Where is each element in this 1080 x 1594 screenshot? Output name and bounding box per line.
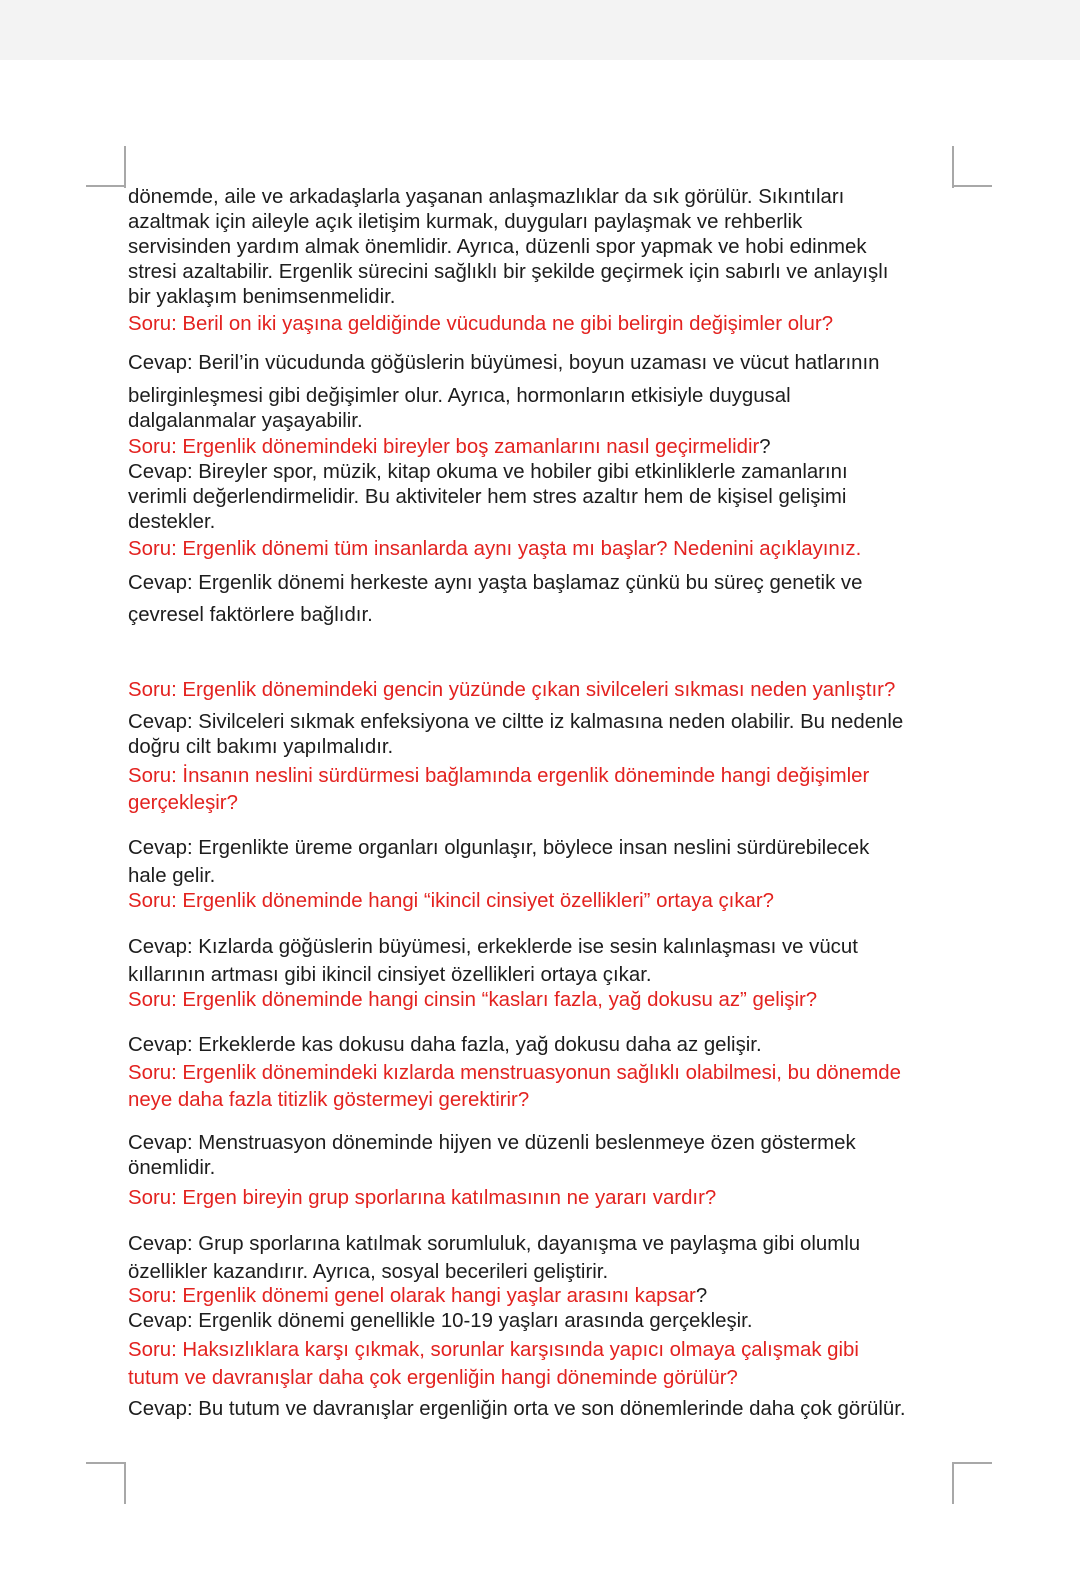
- crop-mark-bottom-left-vertical: [124, 1462, 126, 1504]
- answer-line: Cevap: Menstruasyon döneminde hijyen ve düzenli beslenmeye özen göstermek: [128, 1132, 856, 1154]
- question-line: Soru: Ergenlik döneminde hangi “ikincil cinsiyet özellikleri” ortaya çıkar?: [128, 890, 774, 912]
- question-line: neye daha fazla titizlik göstermeyi gerektirir?: [128, 1089, 530, 1111]
- question-line: Soru: Beril on iki yaşına geldiğinde vücudunda ne gibi belirgin değişimler olur?: [128, 313, 834, 335]
- question-line: Soru: İnsanın neslini sürdürmesi bağlamında ergenlik döneminde hangi değişimler: [128, 765, 870, 787]
- answer-line: verimli değerlendirmelidir. Bu aktiviteler hem stres azaltır hem de kişisel gelişimi: [128, 486, 847, 508]
- answer-line: destekler.: [128, 511, 216, 533]
- question-line: Soru: Ergen bireyin grup sporlarına katılmasının ne yararı vardır?: [128, 1187, 717, 1209]
- answer-paragraph: [128, 351, 958, 376]
- answer-paragraph: [128, 1309, 958, 1334]
- question-line: Soru: Ergenlik dönemindeki gencin yüzünde çıkan sivilceleri sıkması neden yanlıştır?: [128, 679, 896, 701]
- question-paragraph: [128, 1336, 958, 1392]
- question-paragraph: [128, 1186, 958, 1211]
- answer-line: özellikler kazandırır. Ayrıca, sosyal becerileri geliştirir.: [128, 1261, 609, 1283]
- answer-paragraph: [128, 603, 958, 628]
- crop-mark-top-right-horizontal: [952, 185, 992, 187]
- answer-line: Cevap: Beril’in vücudunda göğüslerin büyümesi, boyun uzaması ve vücut hatlarının: [128, 352, 880, 374]
- answer-paragraph: [128, 1397, 958, 1422]
- answer-line: dalgalanmalar yaşayabilir.: [128, 410, 363, 432]
- answer-line: Cevap: Grup sporlarına katılmak sorumluluk, dayanışma ve paylaşma gibi olumlu: [128, 1233, 861, 1255]
- answer-line: Cevap: Ergenlikte üreme organları olgunlaşır, böylece insan neslini sürdürebilecek: [128, 837, 870, 859]
- question-paragraph: [128, 988, 958, 1013]
- answer-line: Cevap: Bu tutum ve davranışlar ergenliğin orta ve son dönemlerinde daha çok görülür.: [128, 1398, 906, 1420]
- answer-line: Cevap: Ergenlik dönemi genellikle 10-19 yaşları arasında gerçekleşir.: [128, 1310, 753, 1332]
- document-page: [0, 60, 1080, 1594]
- question-line: Soru: Ergenlik dönemindeki kızlarda menstruasyonun sağlıklı olabilmesi, bu dönemde: [128, 1062, 901, 1084]
- question-paragraph: [128, 537, 958, 562]
- text-line: servisinden yardım almak önemlidir. Ayrıca, düzenli spor yapmak ve hobi edinmek: [128, 236, 867, 258]
- answer-paragraph: [128, 710, 958, 760]
- question-line: gerçekleşir?: [128, 792, 238, 814]
- answer-line: belirginleşmesi gibi değişimler olur. Ayrıca, hormonların etkisiyle duygusal: [128, 385, 791, 407]
- text-line: azaltmak için aileyle açık iletişim kurmak, duyguları paylaşmak ve rehberlik: [128, 211, 803, 233]
- question-paragraph: [128, 312, 958, 337]
- question-paragraph: [128, 889, 958, 914]
- answer-line: önemlidir.: [128, 1157, 216, 1179]
- answer-line: Cevap: Kızlarda göğüslerin büyümesi, erkeklerde ise sesin kalınlaşması ve vücut: [128, 936, 858, 958]
- text-line: bir yaklaşım benimsenmelidir.: [128, 286, 396, 308]
- answer-paragraph: [128, 933, 958, 989]
- crop-mark-top-left-vertical: [124, 146, 126, 188]
- question-paragraph: [128, 763, 958, 817]
- question-paragraph: [128, 678, 958, 703]
- answer-paragraph: [128, 384, 958, 434]
- answer-paragraph: [128, 1131, 958, 1181]
- answer-paragraph: [128, 834, 958, 890]
- crop-mark-top-left-horizontal: [86, 185, 126, 187]
- answer-paragraph: [128, 1230, 958, 1286]
- question-line: Soru: Ergenlik dönemi tüm insanlarda aynı yaşta mı başlar? Nedenini açıklayınız.: [128, 538, 862, 560]
- question-line: Soru: Haksızlıklara karşı çıkmak, sorunlar karşısında yapıcı olmaya çalışmak gibi: [128, 1339, 859, 1361]
- crop-mark-bottom-right-horizontal: [952, 1462, 992, 1464]
- answer-line: kıllarının artması gibi ikincil cinsiyet özellikleri ortaya çıkar.: [128, 964, 652, 986]
- question-suffix: ?: [759, 436, 771, 458]
- question-line: Soru: Ergenlik dönemindeki bireyler boş zamanlarını nasıl geçirmelidir: [128, 436, 760, 458]
- answer-line: doğru cilt bakımı yapılmalıdır.: [128, 736, 394, 758]
- question-paragraph: [128, 435, 958, 460]
- answer-line: Cevap: Erkeklerde kas dokusu daha fazla, yağ dokusu daha az gelişir.: [128, 1034, 762, 1056]
- question-line: Soru: Ergenlik döneminde hangi cinsin “kasları fazla, yağ dokusu az” gelişir?: [128, 989, 818, 1011]
- crop-mark-bottom-right-vertical: [952, 1462, 954, 1504]
- answer-line: Cevap: Ergenlik dönemi herkeste aynı yaşta başlamaz çünkü bu süreç genetik ve: [128, 572, 863, 594]
- answer-paragraph: [128, 571, 958, 596]
- answer-line: hale gelir.: [128, 865, 216, 887]
- answer-line: Cevap: Bireyler spor, müzik, kitap okuma ve hobiler gibi etkinliklerle zamanlarını: [128, 461, 848, 483]
- question-paragraph: [128, 1060, 958, 1114]
- crop-mark-top-right-vertical: [952, 146, 954, 188]
- answer-line: çevresel faktörlere bağlıdır.: [128, 604, 373, 626]
- text-line: dönemde, aile ve arkadaşlarla yaşanan anlaşmazlıklar da sık görülür. Sıkıntıları: [128, 186, 845, 208]
- answer-paragraph: [128, 1033, 958, 1058]
- intro-answer-paragraph: [128, 185, 958, 310]
- answer-paragraph: [128, 460, 958, 535]
- question-suffix: ?: [695, 1285, 708, 1307]
- question-line: Soru: Ergenlik dönemi genel olarak hangi yaşlar arasını kapsar: [128, 1285, 696, 1307]
- crop-mark-bottom-left-horizontal: [86, 1462, 126, 1464]
- answer-line: Cevap: Sivilceleri sıkmak enfeksiyona ve ciltte iz kalmasına neden olabilir. Bu nedenle: [128, 711, 904, 733]
- question-line: tutum ve davranışlar daha çok ergenliğin hangi döneminde görülür?: [128, 1367, 738, 1389]
- question-paragraph: [128, 1284, 958, 1309]
- text-line: stresi azaltabilir. Ergenlik sürecini sağlıklı bir şekilde geçirmek için sabırlı ve anlayışlı: [128, 261, 889, 283]
